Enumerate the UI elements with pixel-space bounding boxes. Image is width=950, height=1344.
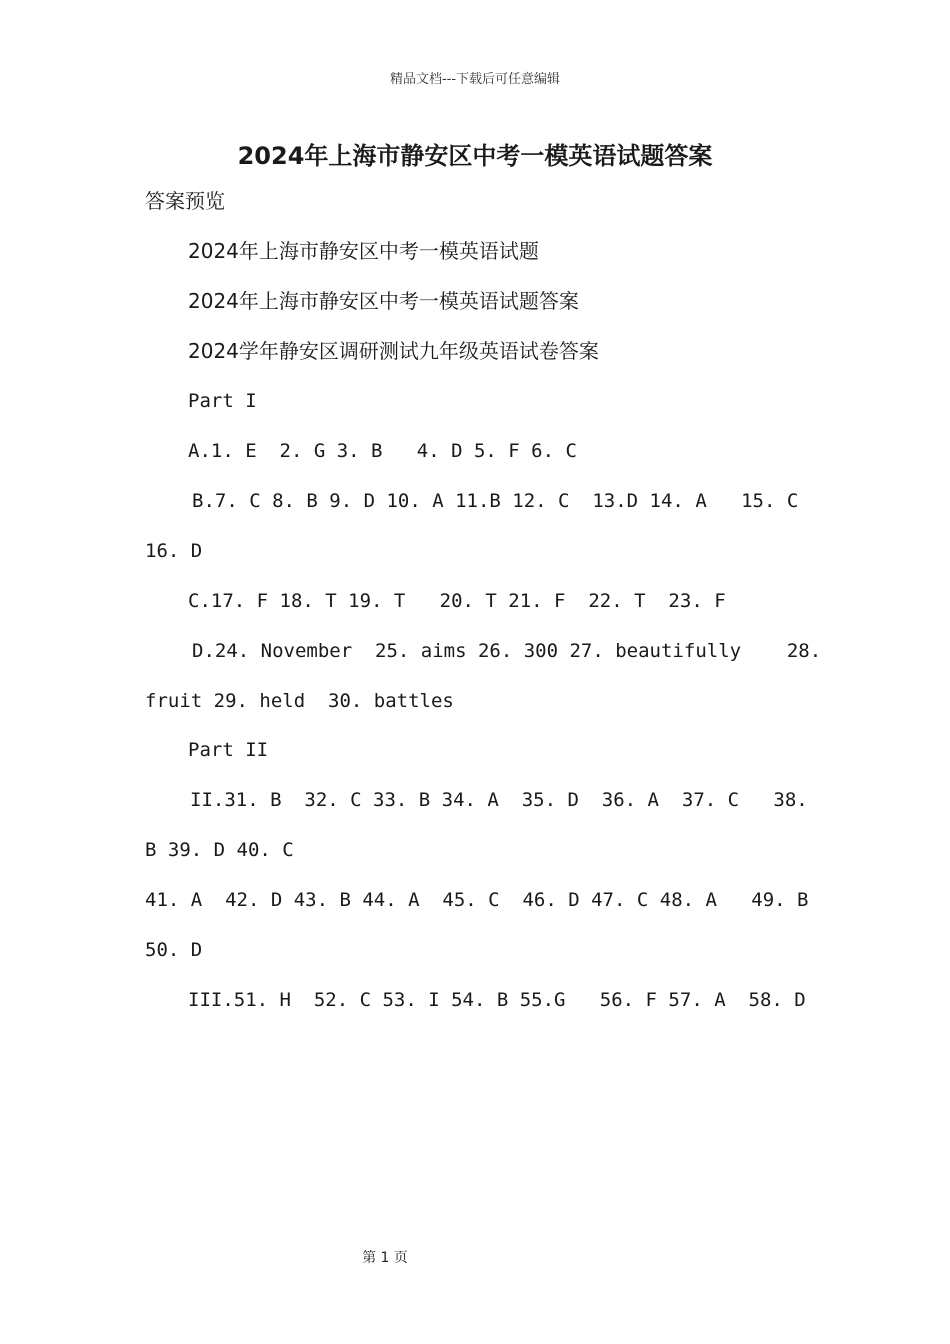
part2-ii-line4: 50. D [145,939,203,961]
toc-item-3: 2024学年静安区调研测试九年级英语试卷答案 [188,339,599,363]
header-note: 精品文档---下载后可任意编辑 [389,72,561,87]
part1-section-b-line1: B.7. C 8. B 9. D 10. A 11.B 12. C 13.D 14. A 15. C [192,490,799,512]
part1-section-d-line1: D.24. November 25. aims 26. 300 27. beautifully 28. [192,640,822,662]
part1-section-c: C.17. F 18. T 19. T 20. T 21. F 22. T 23. F [188,590,726,612]
preview-label: 答案预览 [145,189,225,213]
part1-section-b-line2: 16. D [145,540,203,562]
part2-iii-line1: III.51. H 52. C 53. I 54. B 55.G 56. F 57. A 58. D [188,989,806,1011]
part1-label: Part I [188,390,257,412]
part1-section-a: A.1. E 2. G 3. B 4. D 5. F 6. C [188,440,577,462]
toc-item-1: 2024年上海市静安区中考一模英语试题 [188,239,539,263]
part2-ii-line3: 41. A 42. D 43. B 44. A 45. C 46. D 47. C 48. A 49. B [145,889,809,911]
part1-section-d-line2: fruit 29. held 30. battles [145,690,454,712]
part2-ii-line1: II.31. B 32. C 33. B 34. A 35. D 36. A 37. C 38. [190,789,808,811]
part2-label: Part II [188,739,269,761]
page-title: 2024年上海市静安区中考一模英语试题答案 [237,142,713,170]
page-number: 第 1 页 [362,1250,408,1266]
part2-ii-line2: B 39. D 40. C [145,839,294,861]
toc-item-2: 2024年上海市静安区中考一模英语试题答案 [188,289,579,313]
